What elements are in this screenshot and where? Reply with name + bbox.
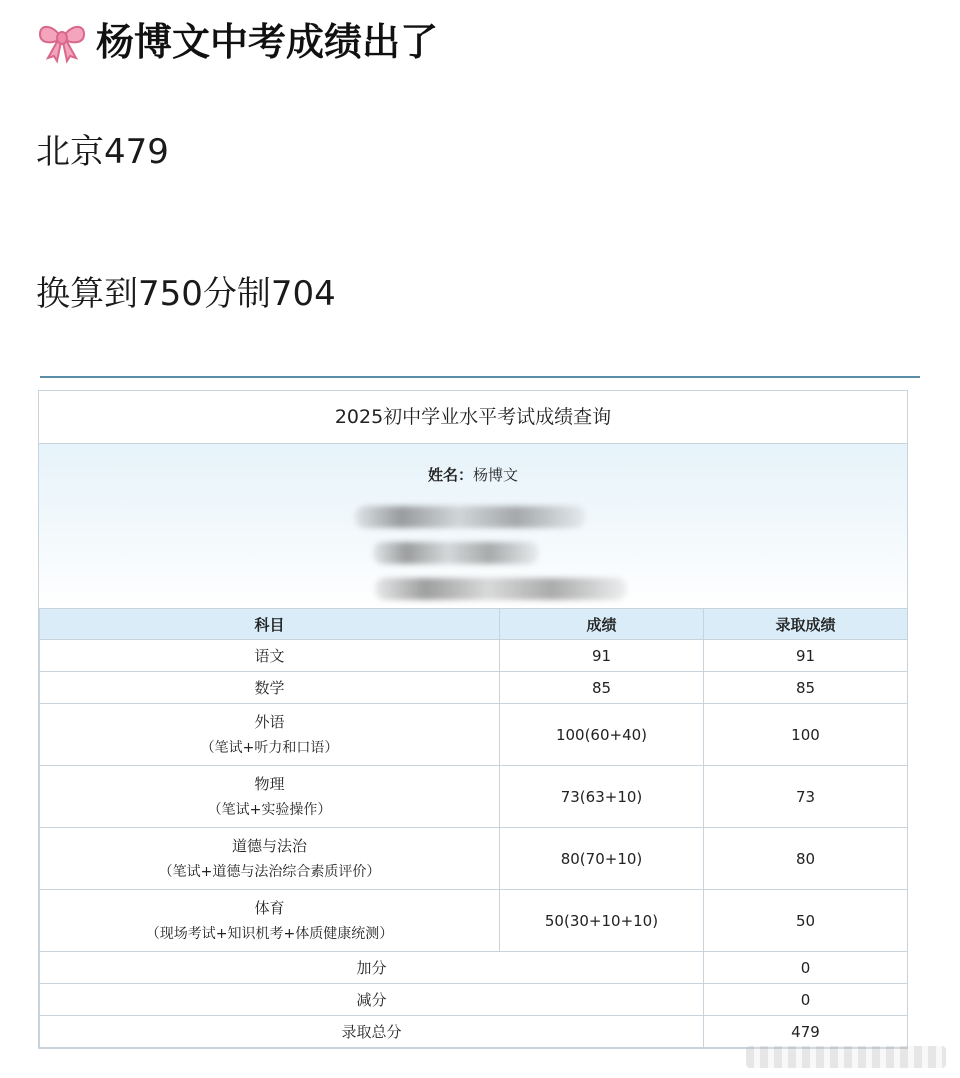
post-line-score: 北京479	[36, 132, 169, 172]
post-title-text: 杨博文中考成绩出了	[96, 19, 439, 64]
table-header-row	[40, 609, 908, 640]
score-cell: 80(70+10)	[500, 828, 704, 890]
subject-note: （笔试+实验操作）	[207, 801, 332, 818]
summary-label: 加分	[40, 952, 704, 984]
subject-name: 体育	[254, 898, 285, 917]
student-info	[39, 444, 907, 608]
admission-cell: 85	[704, 672, 908, 704]
subject-note: （现场考试+知识机考+体质健康统测）	[145, 925, 394, 942]
subject-cell	[40, 640, 500, 672]
score-cell: 73(63+10)	[500, 766, 704, 828]
subject-cell	[40, 828, 500, 890]
student-name-row	[39, 464, 907, 485]
summary-value: 479	[704, 1016, 908, 1048]
summary-row-bonus	[40, 952, 908, 984]
name-value: 杨博文	[473, 466, 519, 484]
table-row	[40, 890, 908, 952]
subject-cell	[40, 672, 500, 704]
header-score: 成绩	[500, 609, 704, 640]
admission-cell: 73	[704, 766, 908, 828]
divider	[40, 376, 920, 378]
post-title	[34, 10, 438, 66]
table-row	[40, 672, 908, 704]
watermark	[746, 1046, 946, 1068]
score-cell: 91	[500, 640, 704, 672]
summary-value: 0	[704, 984, 908, 1016]
score-screenshot	[30, 372, 930, 1078]
scores-table	[39, 608, 908, 1048]
subject-cell	[40, 704, 500, 766]
ribbon-bow-icon	[34, 10, 90, 66]
score-cell: 50(30+10+10)	[500, 890, 704, 952]
score-cell: 85	[500, 672, 704, 704]
subject-name: 外语	[254, 712, 285, 731]
summary-value: 0	[704, 952, 908, 984]
redacted-info	[373, 542, 539, 564]
table-row	[40, 640, 908, 672]
summary-label: 减分	[40, 984, 704, 1016]
summary-row-deduction	[40, 984, 908, 1016]
admission-cell: 80	[704, 828, 908, 890]
score-cell: 100(60+40)	[500, 704, 704, 766]
header-admission-score: 录取成绩	[704, 609, 908, 640]
subject-note: （笔试+听力和口语）	[200, 739, 339, 756]
post-line-converted: 换算到750分制704	[36, 274, 336, 314]
redacted-info	[355, 506, 585, 528]
table-row	[40, 828, 908, 890]
redacted-info	[375, 578, 627, 600]
subject-note: （笔试+道德与法治综合素质评价）	[158, 863, 381, 880]
score-query-card	[38, 390, 908, 1049]
summary-label: 录取总分	[40, 1016, 704, 1048]
subject-name: 数学	[254, 678, 285, 697]
table-row	[40, 704, 908, 766]
subject-cell	[40, 766, 500, 828]
admission-cell: 50	[704, 890, 908, 952]
subject-name: 物理	[254, 774, 285, 793]
table-row	[40, 766, 908, 828]
admission-cell: 91	[704, 640, 908, 672]
admission-cell: 100	[704, 704, 908, 766]
subject-name: 语文	[254, 646, 285, 665]
subject-cell	[40, 890, 500, 952]
score-page-title: 2025初中学业水平考试成绩查询	[39, 391, 907, 444]
name-label: 姓名：	[427, 466, 473, 484]
subject-name: 道德与法治	[231, 836, 307, 855]
summary-row-total	[40, 1016, 908, 1048]
header-subject: 科目	[40, 609, 500, 640]
